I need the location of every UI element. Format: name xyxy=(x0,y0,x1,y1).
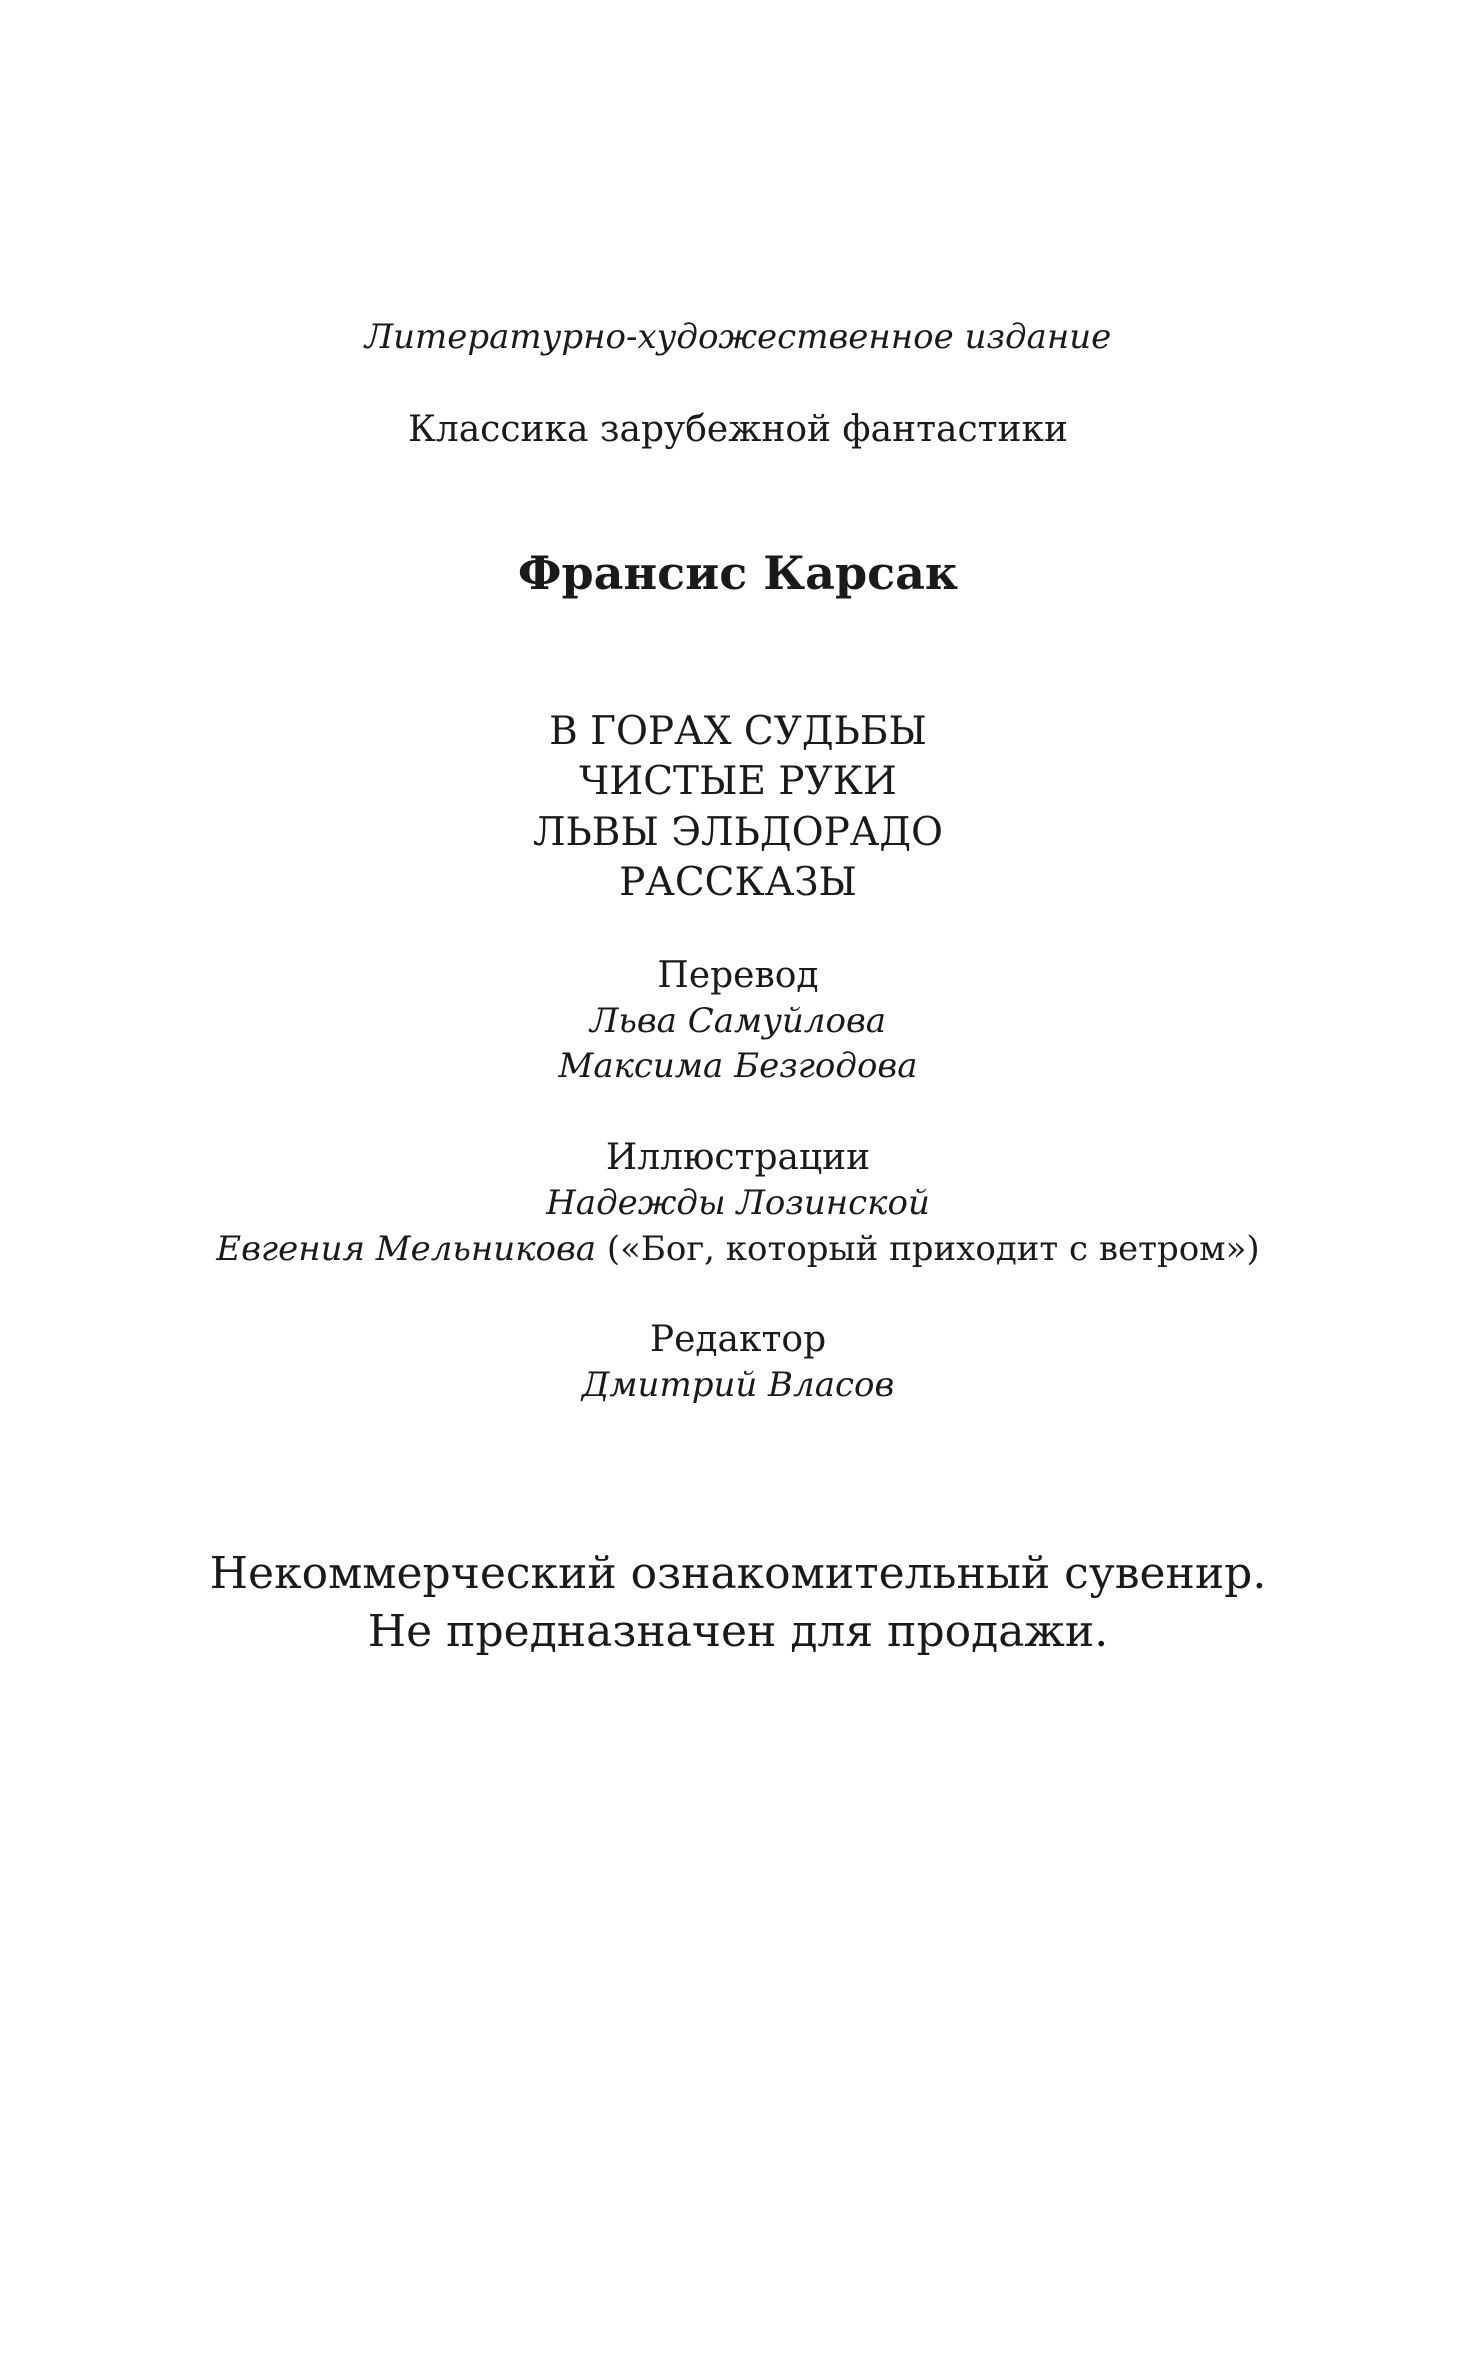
book-title: В ГОРАХ СУДЬБЫ xyxy=(549,709,927,754)
illustrator-name: Евгения Мельникова xyxy=(216,1229,597,1269)
editor-name: Дмитрий Власов xyxy=(581,1365,895,1405)
notice-line: Не предназначен для продажи. xyxy=(367,1606,1109,1657)
illustrator-name: Надежды Лозинской xyxy=(546,1183,930,1223)
notice-line: Некоммерческий ознакомительный сувенир. xyxy=(209,1548,1267,1599)
illustrator-note: («Бог, который приходит с ветром») xyxy=(596,1229,1260,1269)
translator-name: Льва Самуйлова xyxy=(589,1001,887,1041)
author-name: Франсис Карсак xyxy=(517,546,959,600)
translator-name: Максима Безгодова xyxy=(558,1046,918,1086)
translation-role: Перевод xyxy=(657,955,819,996)
book-title: ЧИСТЫЕ РУКИ xyxy=(579,759,897,804)
book-title: ЛЬВЫ ЭЛЬДОРАДО xyxy=(532,810,944,855)
illustrations-role: Иллюстрации xyxy=(605,1137,871,1178)
book-title: РАССКАЗЫ xyxy=(619,860,857,905)
editor-role: Редактор xyxy=(649,1319,827,1360)
series-name: Классика зарубежной фантастики xyxy=(407,409,1069,450)
series-label: Литературно-художественное издание xyxy=(364,317,1112,357)
illustrator-credit xyxy=(0,1229,1476,1269)
